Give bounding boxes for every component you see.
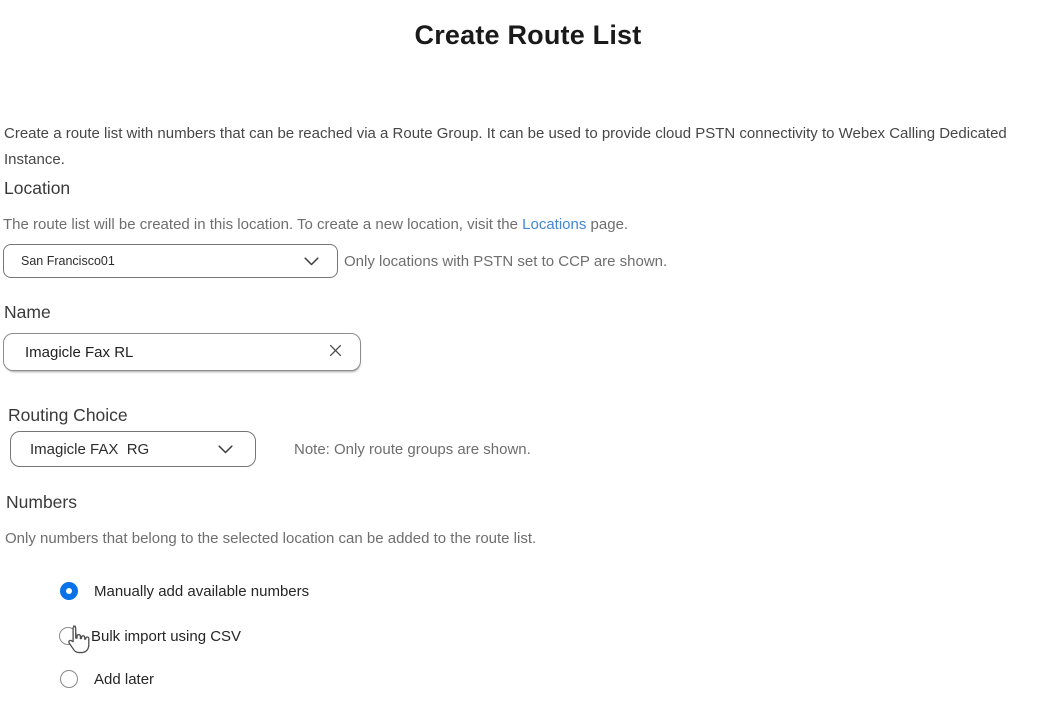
page-description: Create a route list with numbers that can be reached via a Route Group. It can be used to provide cloud PSTN connectivity to Webex Calling Dedicated Instance. — [4, 125, 1007, 168]
routing-dropdown-value: Imagicle FAX RG — [30, 440, 150, 458]
routing-dropdown-note: Note: Only route groups are shown. — [294, 440, 531, 458]
chevron-down-icon — [218, 445, 233, 454]
clear-name-button[interactable] — [329, 344, 342, 360]
radio-label: Bulk import using CSV — [91, 627, 242, 645]
locations-link[interactable]: Locations — [522, 216, 587, 233]
name-input[interactable] — [4, 344, 329, 361]
location-dropdown-value: San Francisco01 — [21, 254, 115, 268]
radio-label: Add later — [94, 670, 155, 688]
location-select-row — [3, 244, 667, 278]
name-section-heading: Name — [4, 302, 51, 322]
location-dropdown-note: Only locations with PSTN set to CCP are shown. — [344, 252, 668, 270]
routing-choice-section-heading: Routing Choice — [8, 405, 128, 425]
numbers-helper-text: Only numbers that belong to the selected location can be added to the route list. — [5, 530, 537, 547]
chevron-down-icon — [304, 257, 319, 266]
radio-button[interactable] — [60, 670, 78, 688]
numbers-section-heading: Numbers — [6, 492, 77, 512]
location-helper-prefix: The route list will be created in this location. To create a new location, visit the — [3, 216, 523, 233]
name-input-wrap — [3, 333, 361, 371]
radio-label: Manually add available numbers — [94, 582, 310, 600]
location-helper-suffix: page. — [586, 216, 629, 233]
radio-button[interactable] — [59, 627, 77, 645]
radio-option-manually-add[interactable] — [60, 582, 309, 600]
location-section-heading: Location — [4, 178, 71, 198]
location-dropdown[interactable] — [3, 244, 338, 278]
routing-select-row — [10, 431, 531, 467]
close-icon — [329, 344, 342, 360]
location-helper-text — [3, 216, 628, 233]
routing-dropdown[interactable] — [10, 431, 256, 467]
radio-button-selected[interactable] — [60, 582, 78, 600]
radio-option-add-later[interactable] — [60, 670, 154, 688]
page-title: Create Route List — [414, 20, 642, 51]
radio-option-bulk-import[interactable] — [59, 627, 241, 645]
